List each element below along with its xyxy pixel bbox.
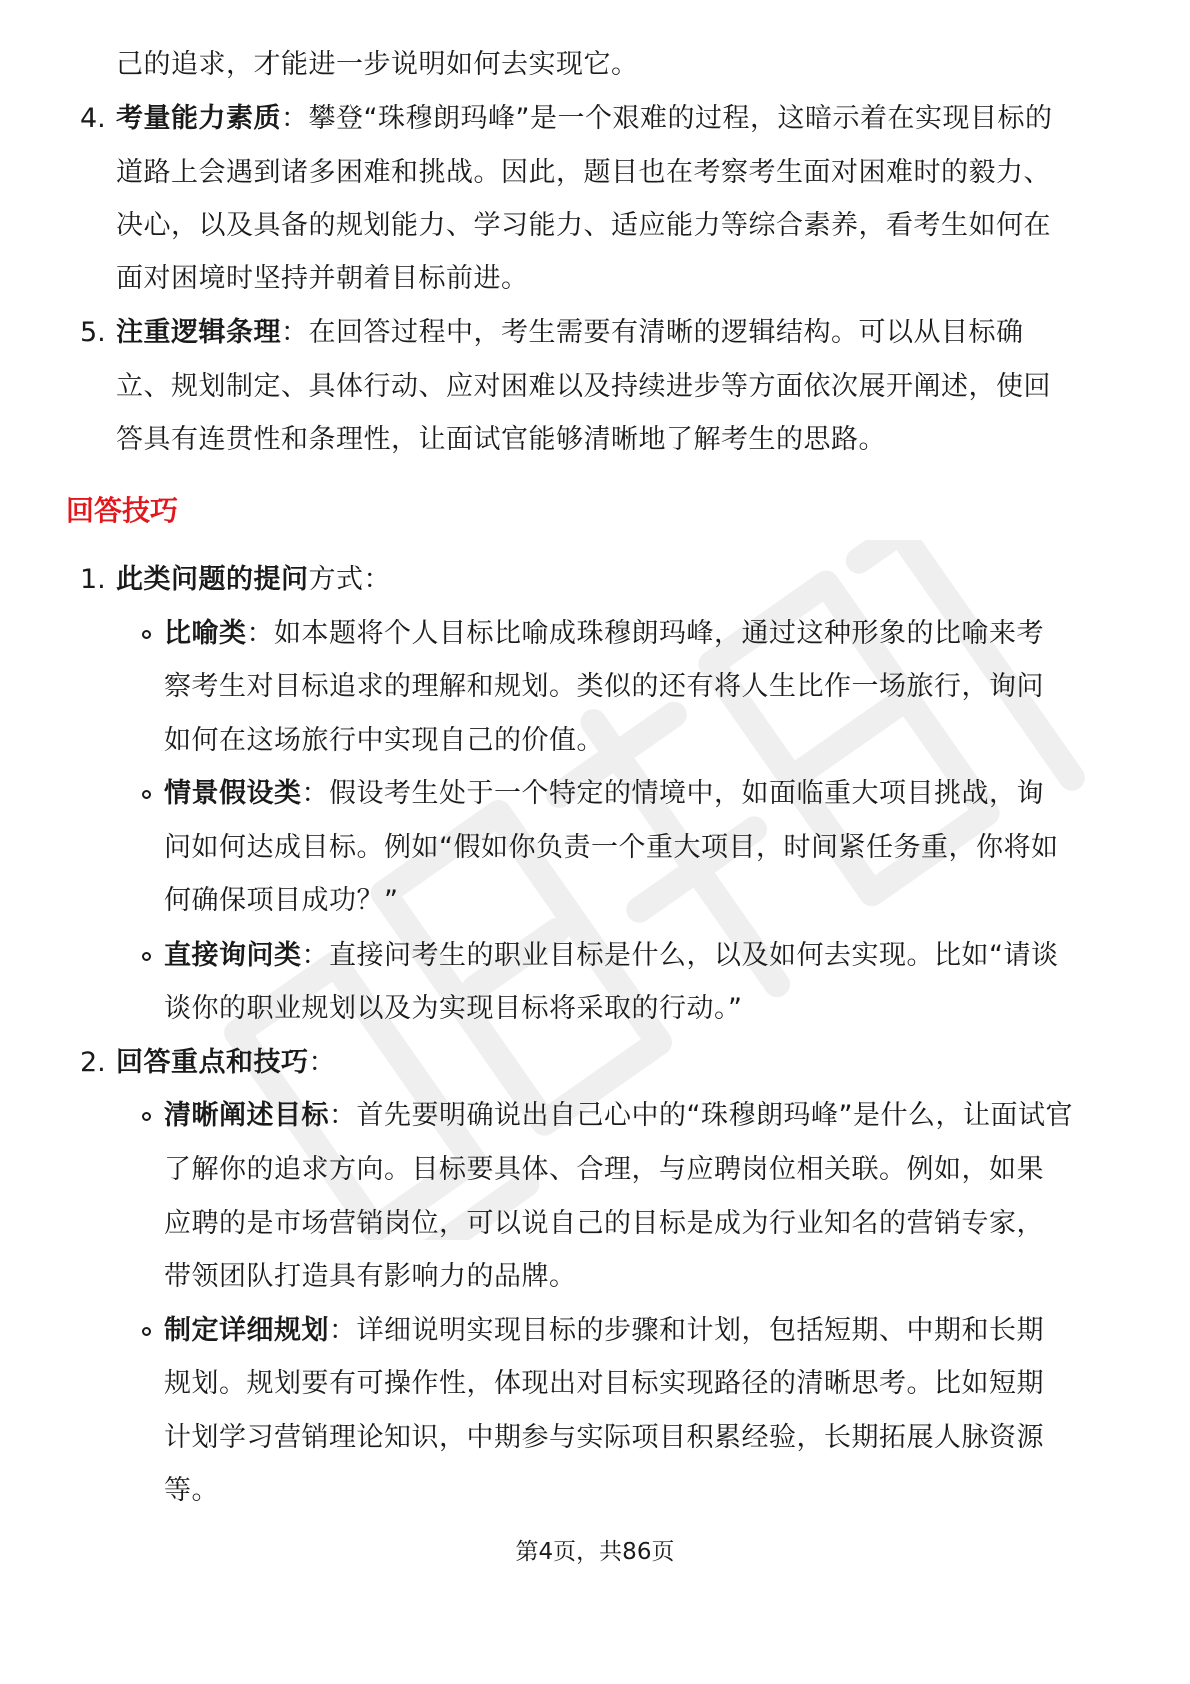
- s1-b2-text1: ：假设考生处于一个特定的情境中，如面临重大项目挑战，询: [301, 778, 1044, 809]
- s2-b1-line1: [164, 1096, 1073, 1136]
- s2-b1-text1: ：首先要明确说出自己心中的“珠穆朗玛峰”是什么，让面试官: [329, 1100, 1073, 1131]
- item4-text1: ：攀登“珠穆朗玛峰”是一个艰难的过程，这暗示着在实现目标的: [281, 103, 1053, 134]
- page-number-footer: 第4页，共86页: [515, 1539, 675, 1565]
- s1-b3-text1: ：直接问考生的职业目标是什么，以及如何去实现。比如“请谈: [301, 940, 1059, 971]
- s1-b2-line2: 问如何达成目标。例如“假如你负责一个重大项目，时间紧任务重，你将如: [164, 832, 1059, 863]
- item5-title: 注重逻辑条理: [116, 317, 281, 348]
- s1-b3-line2: 谈你的职业规划以及为实现目标将采取的行动。”: [164, 993, 743, 1024]
- s2-b2-line2: 规划。规划要有可操作性，体现出对目标实现路径的清晰思考。比如短期: [164, 1368, 1044, 1399]
- item4-line1: [116, 99, 1052, 139]
- s1-heading: [116, 560, 391, 600]
- item4-line2: 道路上会遇到诸多困难和挑战。因此，题目也在考察考生面对困难时的毅力、: [116, 157, 1051, 188]
- s1-b1-text1: ：如本题将个人目标比喻成珠穆朗玛峰，通过这种形象的比喻来考: [246, 618, 1044, 649]
- s2-b1-line4: 带领团队打造具有影响力的品牌。: [164, 1261, 577, 1292]
- list-number-5: 5.: [80, 317, 106, 348]
- s2-b1-line3: 应聘的是市场营销岗位，可以说自己的目标是成为行业知名的营销专家，: [164, 1208, 1044, 1239]
- list-number-1: 1.: [80, 564, 106, 595]
- s1-b3-title: 直接询问类: [164, 940, 302, 971]
- s2-b1-title: 清晰阐述目标: [164, 1100, 329, 1131]
- item4-line3: 决心，以及具备的规划能力、学习能力、适应能力等综合素养，看考生如何在: [116, 210, 1051, 241]
- s1-b3-line1: [164, 936, 1059, 976]
- s1-b1-line3: 如何在这场旅行中实现自己的价值。: [164, 725, 604, 756]
- s2-b1-line2: 了解你的追求方向。目标要具体、合理，与应聘岗位相关联。例如，如果: [164, 1154, 1044, 1185]
- item4-line4: 面对困境时坚持并朝着目标前进。: [116, 263, 529, 294]
- bullet-icon: [142, 952, 151, 961]
- bullet-icon: [142, 630, 151, 639]
- s1-b1-line2: 察考生对目标追求的理解和规划。类似的还有将人生比作一场旅行，询问: [164, 671, 1044, 702]
- item5-line3: 答具有连贯性和条理性，让面试官能够清晰地了解考生的思路。: [116, 424, 886, 455]
- s1-heading-rest: 方式：: [308, 564, 391, 595]
- s2-heading: [116, 1043, 336, 1083]
- list-number-4: 4.: [80, 103, 106, 134]
- s2-heading-rest: ：: [308, 1047, 336, 1078]
- item5-line2: 立、规划制定、具体行动、应对困难以及持续进步等方面依次展开阐述，使回: [116, 371, 1051, 402]
- s2-b2-line3: 计划学习营销理论知识，中期参与实际项目积累经验，长期拓展人脉资源: [164, 1422, 1044, 1453]
- bullet-icon: [142, 1327, 151, 1336]
- s1-b1-title: 比喻类: [164, 618, 247, 649]
- s1-b1-line1: [164, 614, 1044, 654]
- s2-b2-line4: 等。: [164, 1475, 219, 1506]
- bullet-icon: [142, 1112, 151, 1121]
- list-number-2: 2.: [80, 1047, 106, 1078]
- s1-b2-line1: [164, 774, 1044, 814]
- s2-heading-bold: 回答重点和技巧: [116, 1047, 309, 1078]
- s1-b2-title: 情景假设类: [164, 778, 302, 809]
- section-title: 回答技巧: [66, 494, 179, 527]
- item5-text1: ：在回答过程中，考生需要有清晰的逻辑结构。可以从目标确: [281, 317, 1024, 348]
- item4-title: 考量能力素质: [116, 103, 281, 134]
- item5-line1: [116, 313, 1024, 353]
- intro-continuation-text: 己的追求，才能进一步说明如何去实现它。: [116, 49, 639, 80]
- s1-heading-bold: 此类问题的提问: [116, 564, 309, 595]
- s2-b2-line1: [164, 1311, 1044, 1351]
- s2-b2-text1: ：详细说明实现目标的步骤和计划，包括短期、中期和长期: [329, 1315, 1044, 1346]
- s1-b2-line3: 何确保项目成功？”: [164, 885, 399, 916]
- s2-b2-title: 制定详细规划: [164, 1315, 329, 1346]
- bullet-icon: [142, 790, 151, 799]
